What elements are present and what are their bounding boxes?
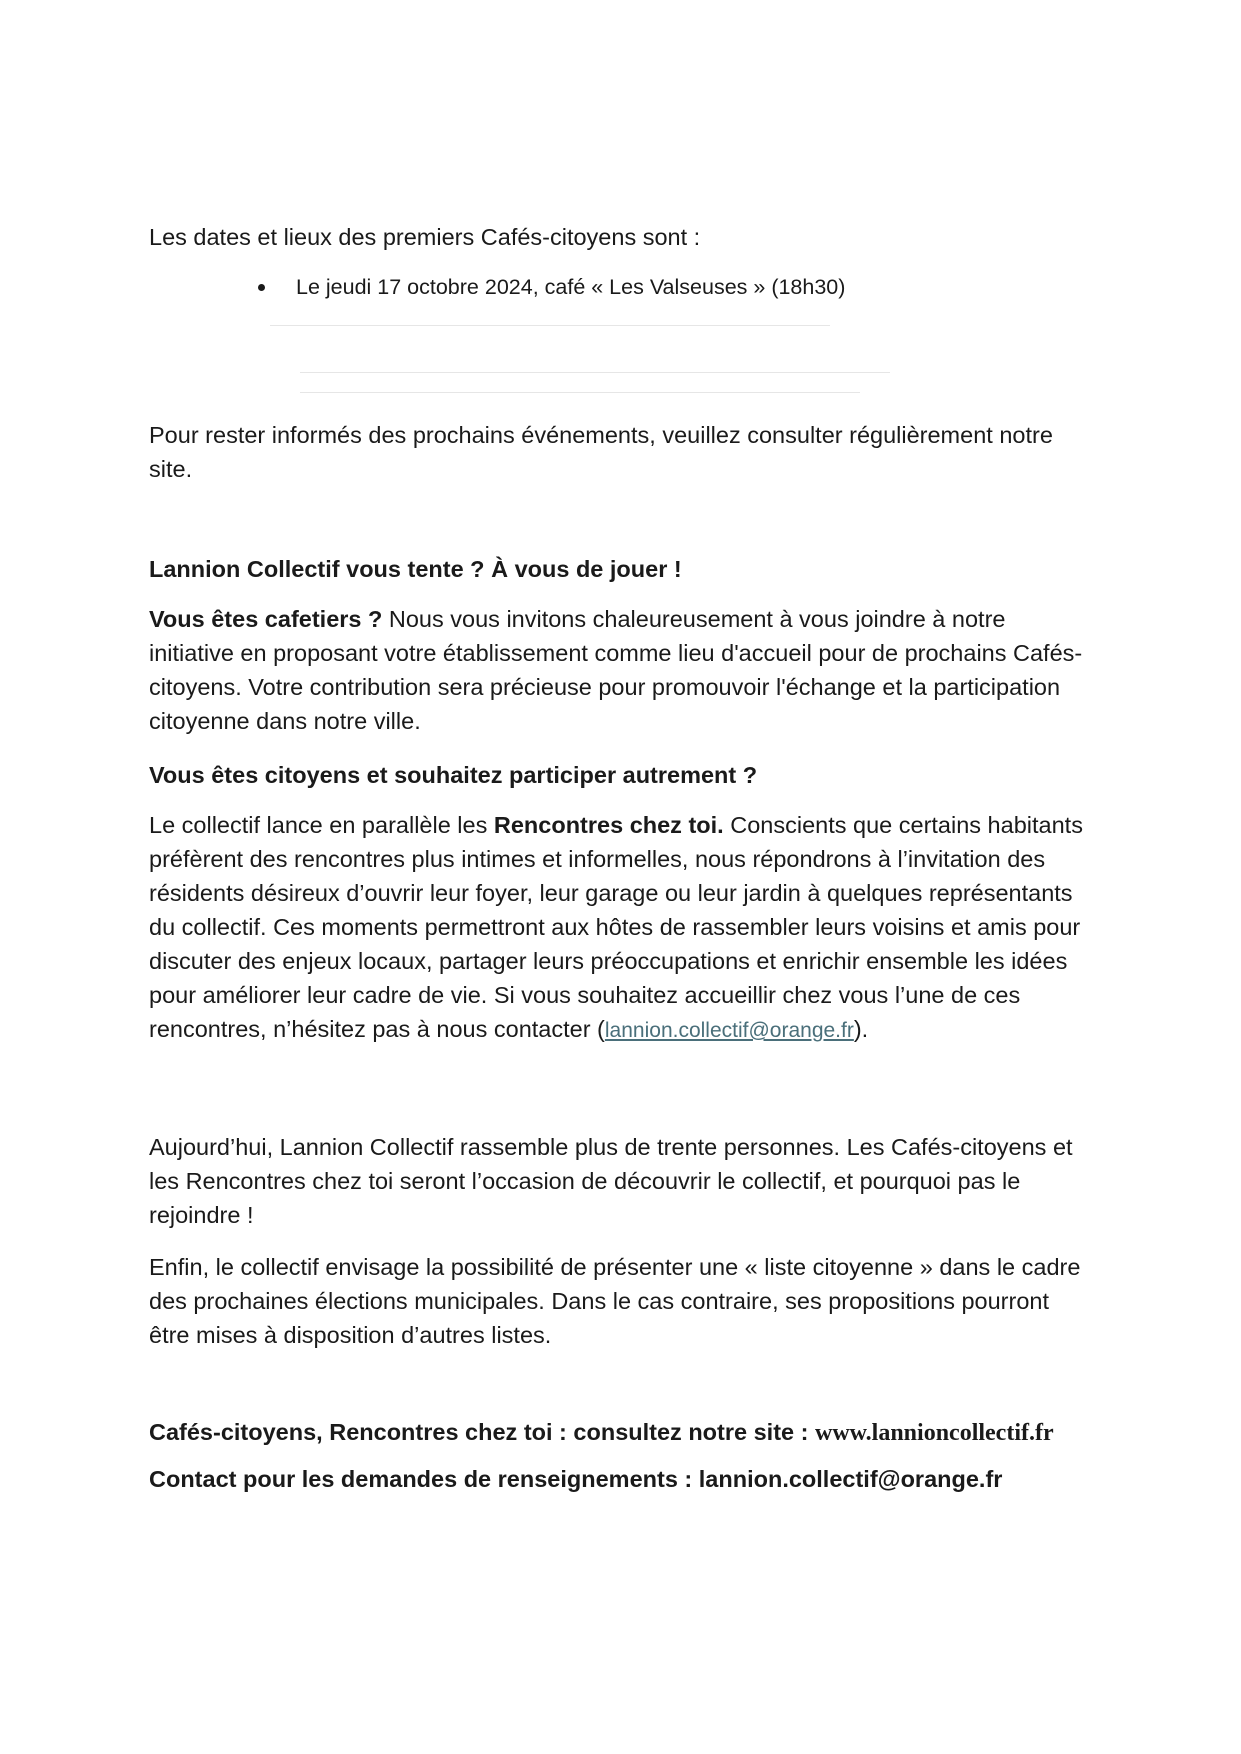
footer-contact-line bbox=[149, 1462, 1149, 1496]
info-paragraph bbox=[149, 418, 1094, 486]
bullet-icon bbox=[258, 284, 265, 291]
citoyens-heading: Vous êtes citoyens et souhaitez participer autrement ? bbox=[149, 762, 758, 788]
contact-email-link[interactable]: lannion.collectif@orange.fr bbox=[604, 1019, 854, 1042]
intro-text: Les dates et lieux des premiers Cafés-citoyens sont : bbox=[149, 224, 701, 250]
citoyens-heading-block bbox=[149, 758, 1094, 792]
tente-heading-block bbox=[149, 552, 1094, 586]
scan-artifact-line bbox=[300, 372, 890, 373]
aujourdhui-text: Aujourd’hui, Lannion Collectif rassemble plus de trente personnes. Les Cafés-citoyens et les Rencontres chez toi seront l’occasion de découvrir le collectif, et pourquoi pas le rejoindre ! bbox=[149, 1134, 1073, 1228]
info-text: Pour rester informés des prochains événements, veuillez consulter régulièrement notre site. bbox=[149, 422, 1053, 482]
rencontres-close: ). bbox=[853, 1016, 869, 1042]
rencontres-text: Conscients que certains habitants préfèrent des rencontres plus intimes et informelles, nous répondrons à l’invitation des résidents désireux d’ouvrir leur foyer, leur garage ou leur jardin à quelques représentants du collectif. Ces moments permettront aux hôtes de rassembler leurs voisins et amis pour discuter des enjeux locaux, partager leurs préoccupations et enrichir ensemble les idées pour améliorer leur cadre de vie. Si vous souhaitez accueillir chez vous l’une de ces rencontres, n’hésitez pas à nous contacter ( bbox=[149, 812, 1083, 1042]
footer-contact: Contact pour les demandes de renseignements : lannion.collectif@orange.fr bbox=[149, 1466, 1003, 1492]
rencontres-paragraph bbox=[149, 808, 1094, 1048]
footer-site-label: Cafés-citoyens, Rencontres chez toi : consultez notre site : bbox=[149, 1419, 815, 1445]
cafetiers-label: Vous êtes cafetiers ? bbox=[149, 606, 383, 632]
scan-artifact-line bbox=[300, 392, 860, 393]
enfin-text: Enfin, le collectif envisage la possibilité de présenter une « liste citoyenne » dans le cadre des prochaines élections municipales. Dans le cas contraire, ses propositions pourront être mises à disposition d’autres listes. bbox=[149, 1254, 1081, 1348]
scan-artifact-line bbox=[270, 325, 830, 326]
cafetiers-paragraph bbox=[149, 602, 1094, 738]
intro-paragraph bbox=[149, 220, 1094, 254]
rencontres-bold: Rencontres chez toi. bbox=[493, 812, 724, 838]
aujourdhui-paragraph bbox=[149, 1130, 1094, 1232]
rencontres-intro: Le collectif lance en parallèle les bbox=[149, 812, 494, 838]
cafetiers-text: Nous vous invitons chaleureusement à vous joindre à notre initiative en proposant votre établissement comme lieu d'accueil pour de prochains Cafés-citoyens. Votre contribution sera précieuse pour promouvoir l'échange et la participation citoyenne dans notre ville. bbox=[149, 606, 1083, 734]
tente-heading: Lannion Collectif vous tente ? À vous de jouer ! bbox=[149, 556, 682, 582]
footer-site-line bbox=[149, 1415, 1149, 1450]
enfin-paragraph bbox=[149, 1250, 1094, 1352]
event-item-text: Le jeudi 17 octobre 2024, café « Les Valseuses » (18h30) bbox=[296, 275, 846, 299]
footer-site-url[interactable]: www.lannioncollectif.fr bbox=[814, 1420, 1054, 1446]
